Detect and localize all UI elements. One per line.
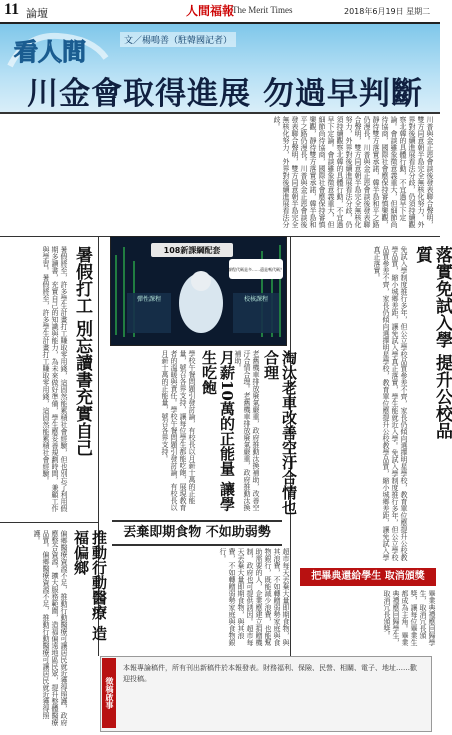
notice-text: 本報專論稿件，所有刊出新稿件於本報發表。財務福利、保險、民營、相關、電子、地址……歡迎投稿。 [123, 664, 417, 683]
article-headline: 落實免試入學 提升公校品質 [412, 246, 452, 439]
article-body: 免試入學制度推行多年，但公立學校品質參差不齊，家長仍傾向選擇明星學校，教育單位應提升公校教學品質，縮小城鄉差距，讓免試入學真正落實，學生能就近入學。免試入學制度推行多年，但公立學校品質參差不齊，家長仍傾向選擇明星學校，教育單位應提升公校教學品質，縮小城鄉差距，讓免試入學真正落實。 [373, 246, 408, 561]
article-headline: 丟棄即期食物 不如助弱勢 [112, 520, 282, 546]
illustration-speech-bubble: 課程代碼是多……還是嗎代碼？ [228, 267, 284, 272]
column-title-text: 看人間 [14, 37, 86, 66]
illustration-caption: 108新課綱配套 [163, 246, 221, 255]
article-headline: 淘汰老車改善空汙合情也合理 [262, 350, 298, 515]
illustration-left-label: 彈性課程 [136, 296, 162, 303]
notice-tag: 徵稿啟事 [102, 658, 116, 728]
section-divider [0, 522, 98, 523]
article-body: 學校午餐問題引發討論，有校長以月薪十萬的正能量，號召各界支持，讓每位學生都能吃飽，展現教育者的溫暖與責任。學校午餐問題引發討論，有校長以月薪十萬的正能量，號召各界支持。 [161, 350, 196, 511]
article-body: 偏鄉醫療資源不足，推動行動醫療可讓居民就近獲得照護，政府應整合資源，擴大服務範圍，造福偏遠地區民眾，提升整體醫療品質。偏鄉醫療資源不足，推動行動醫療可讓居民就近獲得照護。 [33, 530, 68, 726]
column-title-art [6, 28, 110, 72]
section-divider [0, 112, 440, 114]
article-body: 老舊機車排放廢氣嚴重，政府推動汰換補助，改善空汙合情合理。老舊機車排放廢氣嚴重，政府推動汰換補助。 [234, 350, 260, 511]
lead-article-body: 川普與金正恩會談後發表聯合聲明，雙方同意朝半島完全無核化努力，外界對後續進展看法分歧，仍須持續觀察北韓的具體行動，不宜過早下定論。會談雖象徵意義重大，但細節尚待協商，國際社會應保持審慎樂觀，靜待雙方落實承諾，韓半島和平之路仍漫長。川普與金正恩會談後發表聯合聲明，雙方同意朝半島完全無核化努力，外界對後續進展看法分歧，仍須持續觀察北韓的具體行動，不宜過早下定論。會談雖象徵意義重大，但細節尚待協商，國際社會應保持審慎樂觀，靜待雙方落實承諾，韓半島和平之路仍漫長。川普與金正恩會談後發表聯合聲明，雙方同意朝半島完全無核化努力，外界對後續進展看法分歧。 [273, 116, 434, 228]
newspaper-logo-english: The Merit Times [232, 5, 293, 15]
article-body: 超市每天丟棄大量即期食物，與其浪費，不如轉贈弱勢家庭與食物銀行，既能減少浪費，也能幫助需要的人，企業應建立捐贈機制，政府也可提供誘因。超市每天丟棄大量即期食物，與其浪費，不如轉贈弱勢家庭與食物銀行。 [219, 548, 290, 646]
article-body: 暑假將至，許多學生計畫打工賺取零用錢，這固然能累積社會經驗，但也別忘了利用假期多讀書，充實自己的知識與能力，為未來做好準備，學生應妥善規劃時間，兼顧工作與學習。暑假將至，許多學生計畫打工賺取零用錢，這固然能累積社會經驗。 [42, 246, 68, 512]
article-headline: 把畢典還給學生 取消頒獎 [300, 568, 436, 586]
illustration-right-label: 校核課程 [243, 296, 269, 303]
publication-date: 2018年6月19日 星期二 [344, 7, 431, 16]
article-headline: 暑假打工 別忘讀書充實自己 [72, 246, 92, 456]
illustration-graphic [111, 237, 286, 345]
page-number: 11 [4, 1, 20, 18]
newspaper-logo: 人間福報 [186, 4, 235, 18]
editorial-illustration [110, 236, 287, 346]
section-name: 論壇 [26, 7, 48, 20]
article-headline: 推動行動醫療 造福偏鄉 [72, 530, 108, 641]
article-headline: 月薪10萬的正能量 讓學生吃飽 [200, 350, 236, 512]
lead-banner [0, 24, 440, 112]
submission-notice [100, 656, 432, 732]
byline: 文／楊鳴善（駐韓國記者） [120, 32, 236, 47]
article-body: 畢業典禮應回歸學生，取消冗長頒獎，讓每位畢業生都成為主角。畢業典禮應回歸學生，取消冗長頒獎。 [383, 590, 436, 646]
lead-headline: 川金會取得進展 勿過早判斷 [27, 76, 423, 112]
